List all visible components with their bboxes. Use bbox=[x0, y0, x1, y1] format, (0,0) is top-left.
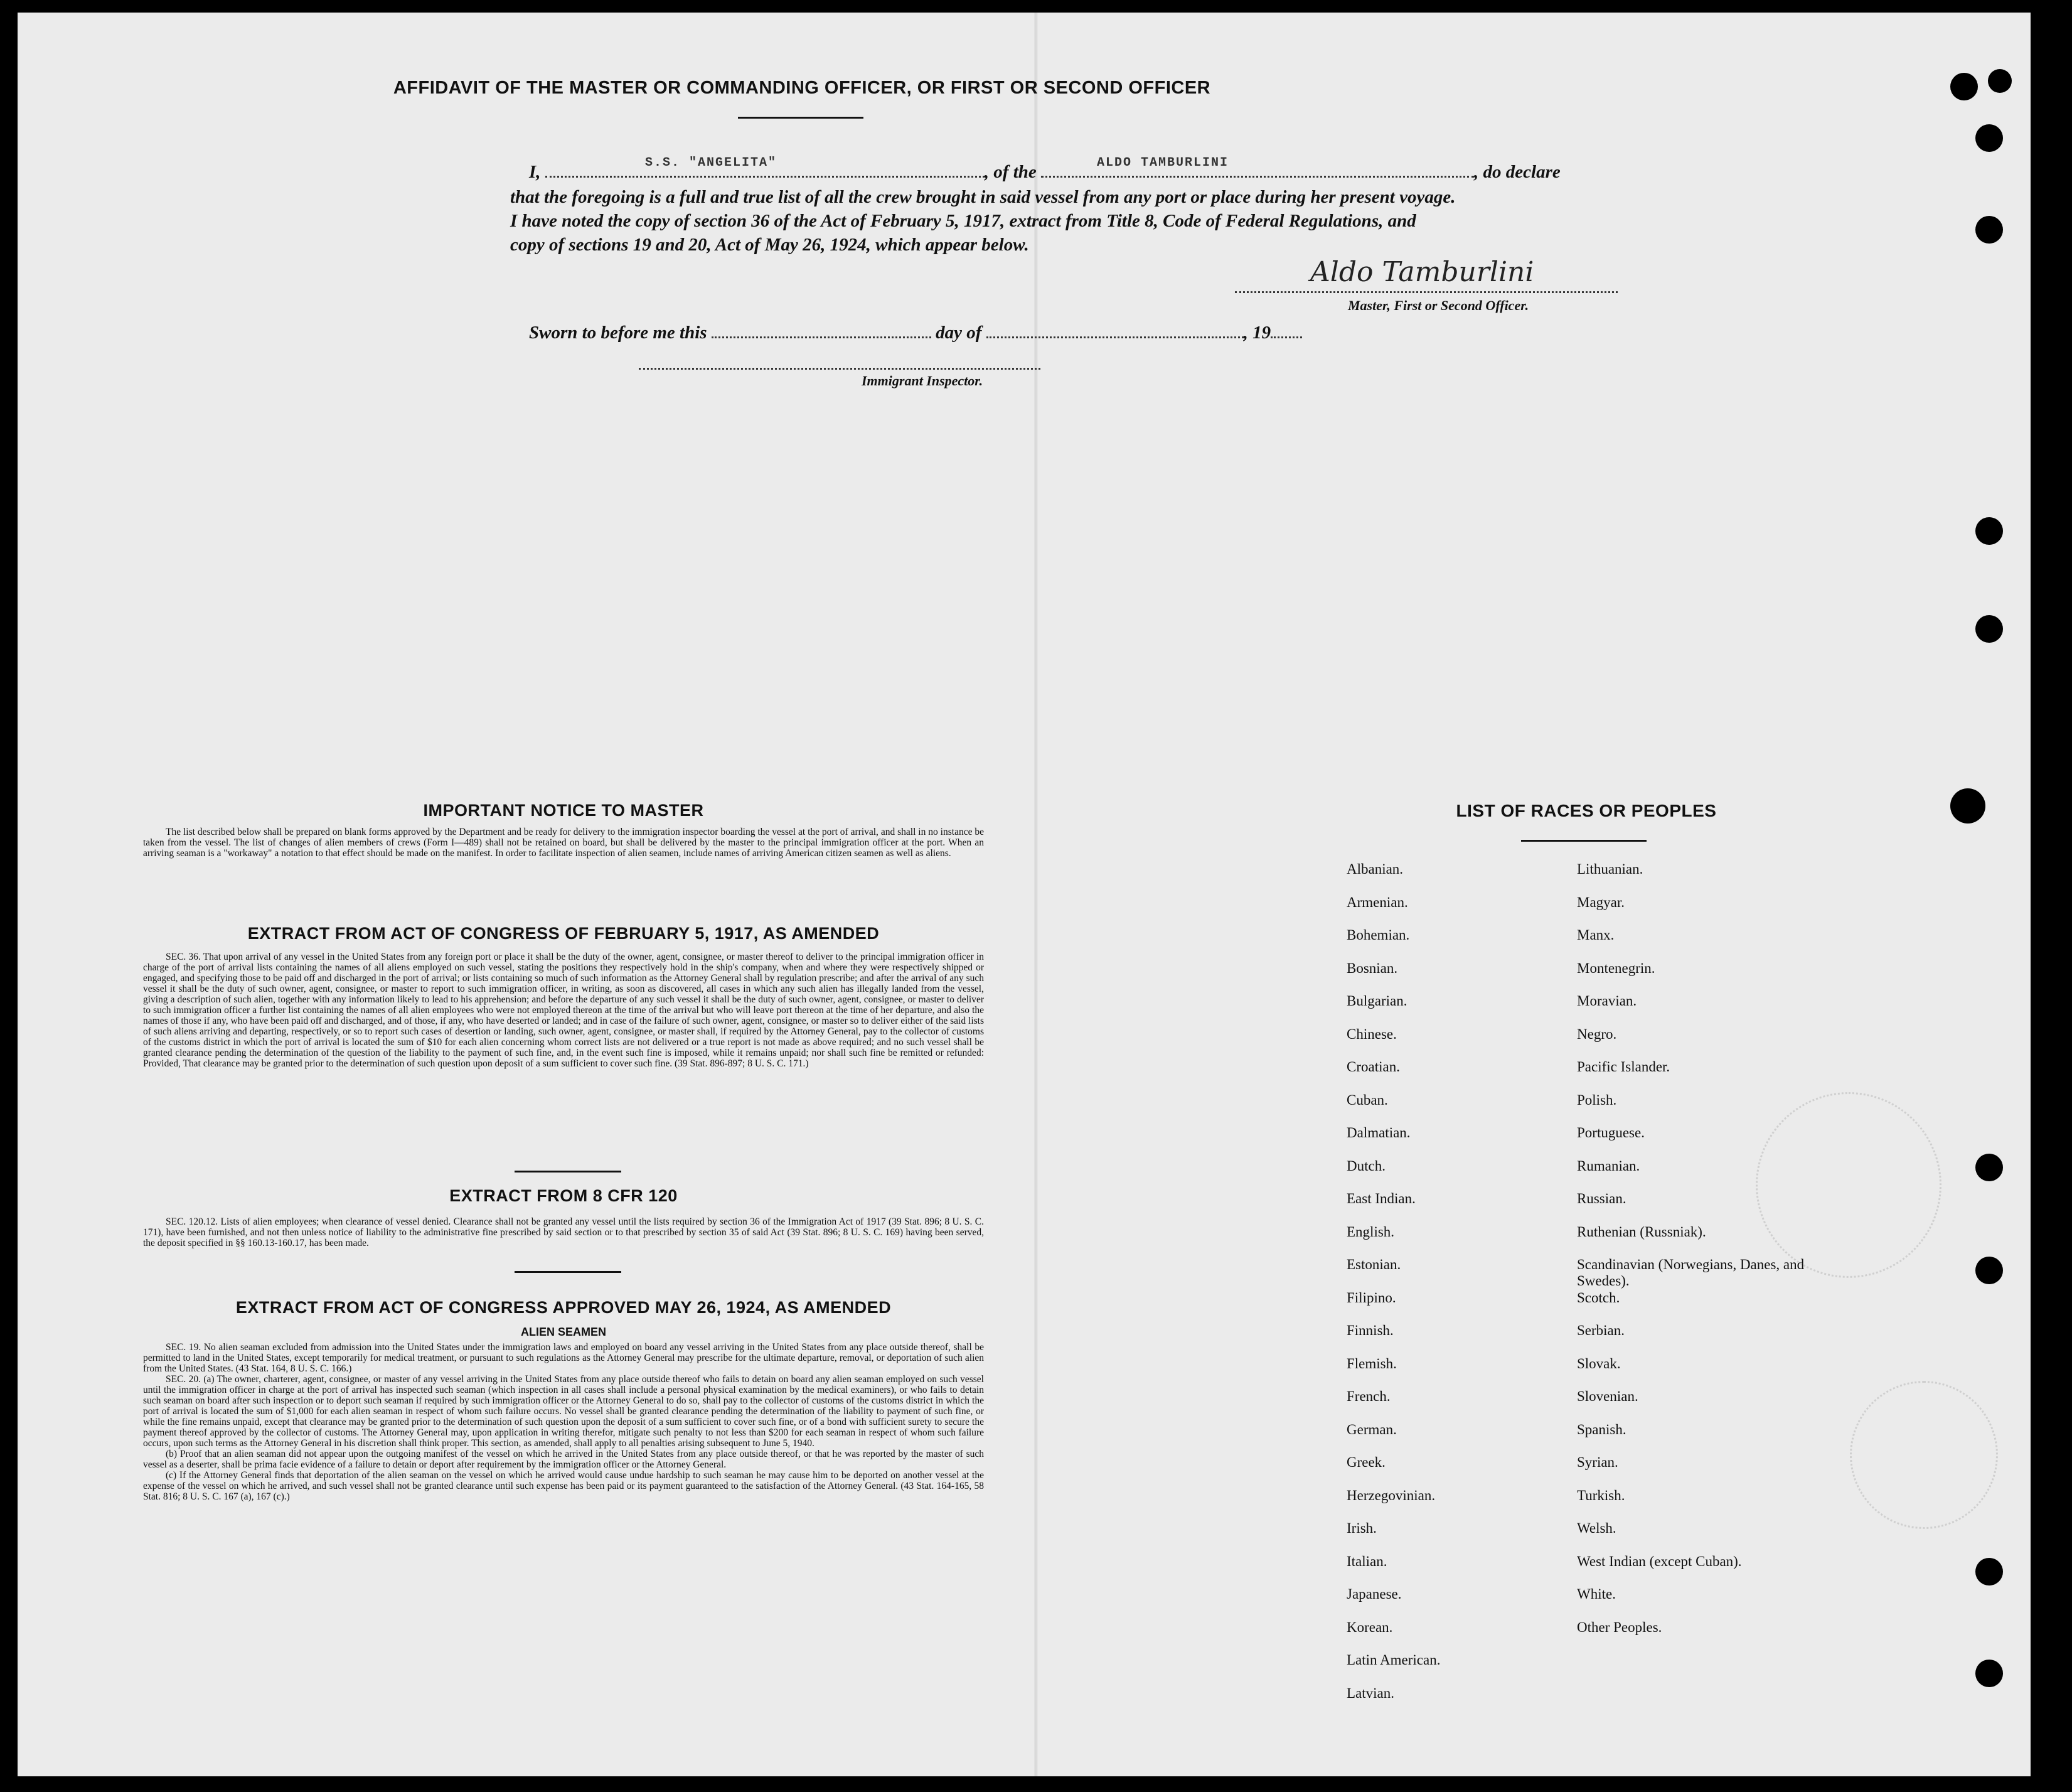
affidavit-title: AFFIDAVIT OF THE MASTER OR COMMANDING OFFICER, OR FIRST OR SECOND OFFICER bbox=[393, 78, 1211, 98]
vessel-name-typed: S.S. "ANGELITA" bbox=[645, 156, 777, 170]
race-item: Portuguese. bbox=[1577, 1125, 1645, 1140]
race-item: Polish. bbox=[1577, 1092, 1617, 1108]
master-field[interactable] bbox=[1041, 175, 1474, 178]
race-item: Turkish. bbox=[1577, 1487, 1625, 1503]
title-rule bbox=[738, 117, 863, 119]
sworn-day-field[interactable] bbox=[712, 336, 931, 338]
race-item: Bohemian. bbox=[1347, 927, 1410, 943]
race-item: Montenegrin. bbox=[1577, 960, 1655, 976]
race-item: Manx. bbox=[1577, 927, 1615, 943]
race-item: Syrian. bbox=[1577, 1454, 1618, 1470]
races-heading: LIST OF RACES OR PEOPLES bbox=[1456, 801, 1717, 820]
extract-1917-heading: EXTRACT FROM ACT OF CONGRESS OF FEBRUARY 5, 1917, AS AMENDED bbox=[247, 924, 880, 943]
race-item: German. bbox=[1347, 1421, 1397, 1437]
race-item: Bosnian. bbox=[1347, 960, 1398, 976]
race-item: Korean. bbox=[1347, 1619, 1393, 1635]
race-item: Negro. bbox=[1577, 1026, 1617, 1042]
document-page bbox=[18, 13, 2031, 1776]
day-of-label: day of bbox=[936, 323, 982, 343]
embossed-seal bbox=[1756, 1092, 1941, 1278]
race-item: Armenian. bbox=[1347, 894, 1408, 910]
affidavit-line-3: I have noted the copy of section 36 of the Act of February 5, 1917, extract from Title 8, Code of Federal Regulations, and bbox=[510, 211, 1416, 231]
year-label: , 19 bbox=[1243, 323, 1271, 343]
sworn-year-field[interactable] bbox=[1271, 336, 1302, 338]
inspector-label: Immigrant Inspector. bbox=[862, 373, 983, 389]
of-the-label: , of the bbox=[984, 162, 1037, 182]
race-item: Herzegovinian. bbox=[1347, 1487, 1436, 1503]
race-item: Cuban. bbox=[1347, 1092, 1388, 1108]
race-item: Italian. bbox=[1347, 1553, 1387, 1569]
race-item: Flemish. bbox=[1347, 1355, 1397, 1371]
race-item: Scandinavian (Norwegians, Danes, and Swedes). bbox=[1577, 1257, 1805, 1289]
affidavit-line-4: copy of sections 19 and 20, Act of May 26, 1924, which appear below. bbox=[510, 235, 1029, 255]
race-item: Magyar. bbox=[1577, 894, 1625, 910]
race-item: Other Peoples. bbox=[1577, 1619, 1662, 1635]
binder-hole bbox=[1988, 69, 2012, 93]
extract-1924-heading: EXTRACT FROM ACT OF CONGRESS APPROVED MAY 26, 1924, AS AMENDED bbox=[235, 1298, 892, 1317]
race-item: Latvian. bbox=[1347, 1685, 1394, 1701]
binder-hole bbox=[1975, 1660, 2003, 1687]
i-label: I, bbox=[529, 162, 541, 182]
embossed-seal-2 bbox=[1850, 1381, 1998, 1529]
extract-1917-text: SEC. 36. That upon arrival of any vessel in the United States from any foreign port or place it shall be the duty of the owner, agent, consignee, or master thereof to deliver to the principal immigration officer in charge of the port of arrival lists containing the names of all aliens employed on such vessel, stating the positions they respectively hold in the ship's company, when and where they were respectively shipped or engaged, and specifying those to be paid off and discharged in the port of arrival; or lists containing so much of such information as the Attorney General shall by regulation prescribe; and after the arrival of any such vessel it shall be the duty of such owner, agent, consignee, or master to report to such immigration officer, in writing, as soon as discovered, all cases in which any such alien has illegally landed from the vessel, giving a description of such alien, together with any information likely to lead to his apprehension; and before the departure of any such vessel it shall be the duty of such owner, agent, consignee, or master to deliver to such immigration officer a further list containing the names of all alien employees who were not employed thereon at the time of the arrival but who will leave port thereon at the time of her departure, and also the names of those if any, who have been paid off and discharged, and of those, if any, who have deserted or landed; and in case of the failure of such owner, agent, consignee, or master so to deliver either of the said lists of such aliens arriving and departing, respectively, or so to report such cases of desertion or landing, such owner, agent, consignee, or master shall, if required by the Attorney General, pay to the collector of customs of the customs district in which the port of arrival is located the sum of $10 for each alien concerning whom correct lists are not delivered or a true report is not made as above required; and no such vessel shall be granted clearance pending the determination of the question of the liability to the payment of such fine, and, in the event such fine is imposed, while it remains unpaid; nor shall such fine be remitted or refunded: Provided, That clearance may be granted prior to the determination of such question upon deposit of a sum sufficient to cover such fine. (39 Stat. 896-897; 8 U. S. C. 171.) bbox=[143, 952, 984, 1069]
race-item: Pacific Islander. bbox=[1577, 1059, 1670, 1075]
race-item: Slovenian. bbox=[1577, 1388, 1638, 1404]
races-rule bbox=[1521, 840, 1647, 842]
binder-hole bbox=[1975, 124, 2003, 152]
signature-line bbox=[1235, 291, 1618, 293]
race-item: Serbian. bbox=[1577, 1323, 1625, 1338]
race-item: Latin American. bbox=[1347, 1652, 1441, 1668]
binder-hole bbox=[1950, 73, 1978, 100]
race-item: West Indian (except Cuban). bbox=[1577, 1553, 1742, 1569]
race-item: East Indian. bbox=[1347, 1191, 1416, 1206]
extract-1924-text bbox=[143, 1342, 984, 1502]
sec-19-paragraph: SEC. 19. No alien seaman excluded from admission into the United States under the immigration laws and employed on board any vessel arriving in the United States from any place outside thereof, shall be permitted to land in the United States, except temporarily for medical treatment, or pursuant to such regulations as the Attorney General may prescribe for the ultimate departure, removal, or deportation of such alien from the United States. (43 Stat. 164, 8 U. S. C. 166.) bbox=[143, 1342, 984, 1374]
binder-hole bbox=[1975, 1154, 2003, 1181]
affidavit-line-1 bbox=[529, 162, 1561, 183]
race-item: Irish. bbox=[1347, 1520, 1377, 1536]
race-item: English. bbox=[1347, 1223, 1395, 1240]
race-item: Lithuanian. bbox=[1577, 861, 1643, 877]
notice-text: The list described below shall be prepared on blank forms approved by the Department and be ready for delivery to the immigration inspector boarding the vessel at the port of arrival, and shall in no instance be taken from the vessel. The list of changes of alien members of crews (Form I—489) shall not be retained on board, but shall be delivered by the master to the principal immigration officer at the port. When an arriving seaman is a "workaway" a notation to that effect should be made on the manifest. In order to facilitate inspection of alien seamen, include names of arriving American citizen seamen as well as aliens. bbox=[143, 827, 984, 859]
race-item: Russian. bbox=[1577, 1191, 1626, 1206]
races-column-1 bbox=[1347, 861, 1560, 1718]
alien-seamen-subheading: ALIEN SEAMEN bbox=[520, 1326, 606, 1338]
extract-cfr-heading: EXTRACT FROM 8 CFR 120 bbox=[449, 1186, 678, 1205]
race-item: Dalmatian. bbox=[1347, 1125, 1411, 1140]
race-item: White. bbox=[1577, 1586, 1616, 1602]
binder-hole bbox=[1950, 788, 1985, 824]
sec-20b-paragraph: (b) Proof that an alien seaman did not appear upon the outgoing manifest of the vessel on which he arrived in the United States from any place outside thereof, or that he was reported by the master of such vessel as a deserter, shall be prima facie evidence of a failure to detain or deport after requirement by the immigration officer or the Attorney General. bbox=[143, 1449, 984, 1470]
divider-1 bbox=[515, 1171, 621, 1172]
race-item: Scotch. bbox=[1577, 1289, 1620, 1306]
do-declare-label: , do declare bbox=[1474, 162, 1561, 182]
race-item: Greek. bbox=[1347, 1454, 1386, 1470]
signature-label: Master, First or Second Officer. bbox=[1348, 298, 1529, 313]
master-signature: Aldo Tamburlini bbox=[1310, 256, 1534, 288]
race-item: Moravian. bbox=[1577, 993, 1637, 1009]
sec-20a-paragraph: SEC. 20. (a) The owner, charterer, agent, consignee, or master of any vessel arriving in the United States from any place outside thereof who fails to detain on board any alien seaman employed on such vessel until the immigration officer in charge at the port of arrival has inspected such seaman (which inspection in all cases shall include a personal physical examination by the medical examiners), or who fails to detain such seaman on board after such inspection or to deport such seaman if required by such immigration officer or the Attorney General to do so, shall pay to the collector of customs of the customs district in which the port of arrival is located the sum of $1,000 for each alien seaman in respect of whom such failure occurs. No vessel shall be granted clearance pending the determination of the liability to payment of such fine, or while the fine remains unpaid, except that clearance may be granted prior to the determination of such question upon the deposit of a sum sufficient to cover such fine, or of a bond with sufficient surety to secure the payment thereof approved by the collector of customs. The Attorney General may, upon application in writing therefor, mitigate such penalty to not less than $200 for each seaman in respect of whom such failure occurs, upon such terms as the Attorney General in his discretion shall think proper. This section, as amended, shall apply to all penalties arising subsequent to June 5, 1940. bbox=[143, 1374, 984, 1449]
race-item: Bulgarian. bbox=[1347, 993, 1407, 1009]
sec-20c-paragraph: (c) If the Attorney General finds that deportation of the alien seaman on the vessel on which he arrived would cause undue hardship to such seaman he may cause him to be deported on another vessel at the expense of the vessel on which he arrived, and such vessel shall not be granted clearance until such expense has been paid or its payment guaranteed to the satisfaction of the Attorney General. (43 Stat. 164-165, 58 Stat. 816; 8 U. S. C. 167 (a), 167 (c).) bbox=[143, 1470, 984, 1502]
race-item: Albanian. bbox=[1347, 861, 1404, 877]
extract-cfr-text: SEC. 120.12. Lists of alien employees; when clearance of vessel denied. Clearance shall not be granted any vessel until the lists required by section 36 of the Immigration Act of 1917 (39 Stat. 896; 8 U. S. C. 171), have been furnished, and not then unless notice of liability to the administrative fine prescribed by said section or to that prescribed by section 35 of said Act (39 Stat. 896; 8 U. S. C. 169) having been served, the deposit specified in §§ 160.13-160.17, has been made. bbox=[143, 1216, 984, 1248]
race-item: Ruthenian (Russniak). bbox=[1577, 1223, 1706, 1240]
sworn-month-field[interactable] bbox=[986, 336, 1244, 338]
divider-2 bbox=[515, 1271, 621, 1273]
race-item: French. bbox=[1347, 1388, 1391, 1404]
race-item: Dutch. bbox=[1347, 1157, 1386, 1174]
affidavit-line-2: that the foregoing is a full and true list of all the crew brought in said vessel from any port or place during her present voyage. bbox=[510, 187, 1456, 207]
race-item: Chinese. bbox=[1347, 1026, 1397, 1042]
sworn-label: Sworn to before me this bbox=[529, 323, 707, 343]
vessel-field[interactable] bbox=[545, 175, 985, 178]
race-item: Croatian. bbox=[1347, 1059, 1400, 1075]
sworn-line bbox=[529, 323, 1302, 343]
center-fold bbox=[1034, 13, 1038, 1776]
race-item: Slovak. bbox=[1577, 1355, 1621, 1371]
inspector-signature-line[interactable] bbox=[639, 368, 1040, 370]
binder-hole bbox=[1975, 615, 2003, 643]
race-item: Rumanian. bbox=[1577, 1157, 1640, 1174]
race-item: Filipino. bbox=[1347, 1289, 1396, 1306]
notice-heading: IMPORTANT NOTICE TO MASTER bbox=[423, 801, 704, 820]
race-item: Estonian. bbox=[1347, 1257, 1401, 1272]
race-item: Japanese. bbox=[1347, 1586, 1402, 1602]
race-item: Welsh. bbox=[1577, 1520, 1616, 1536]
binder-hole bbox=[1975, 517, 2003, 545]
binder-hole bbox=[1975, 216, 2003, 244]
master-name-typed: ALDO TAMBURLINI bbox=[1097, 156, 1229, 170]
race-item: Finnish. bbox=[1347, 1323, 1394, 1338]
binder-hole bbox=[1975, 1558, 2003, 1585]
binder-hole bbox=[1975, 1257, 2003, 1284]
race-item: Spanish. bbox=[1577, 1421, 1626, 1437]
